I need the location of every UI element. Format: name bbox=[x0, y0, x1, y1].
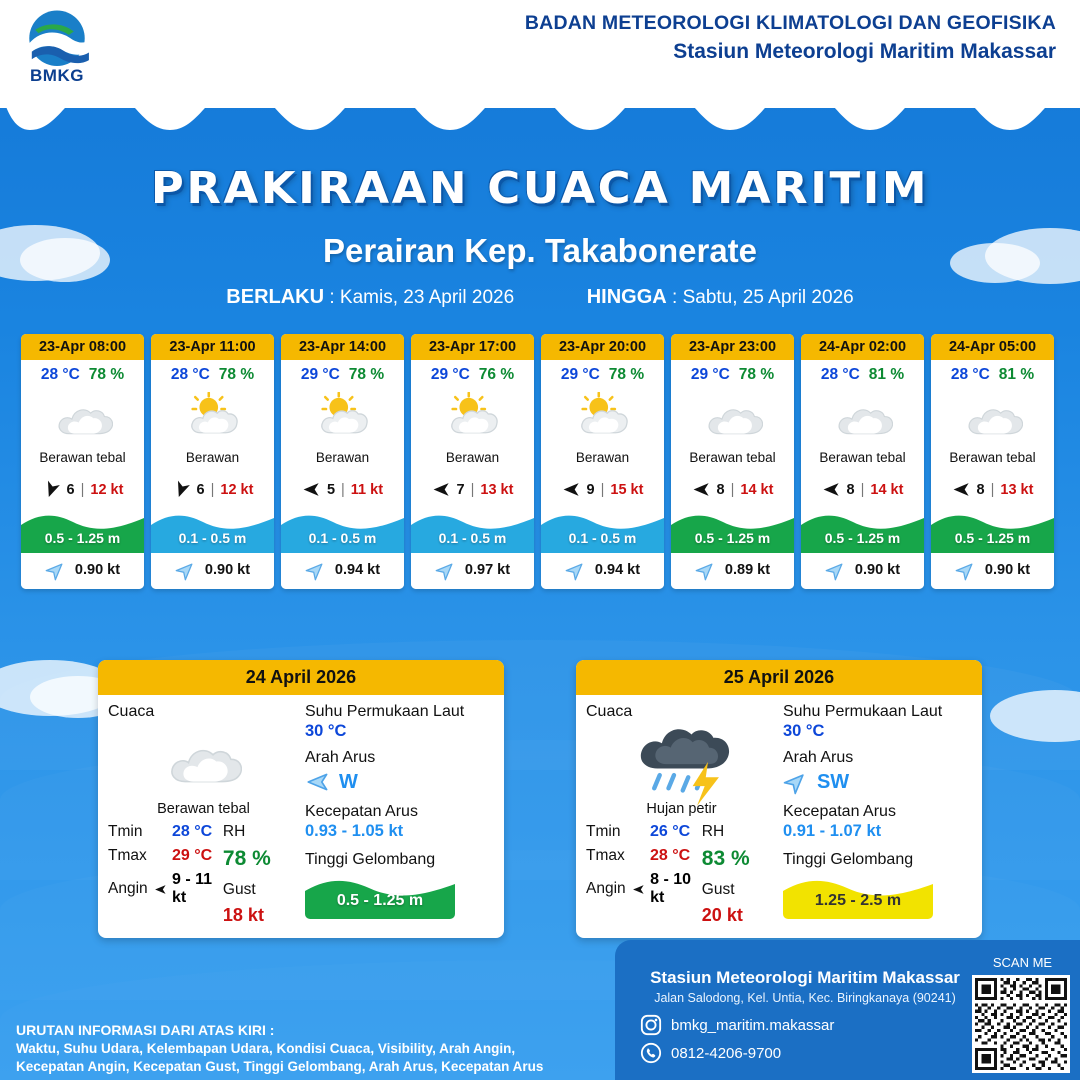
hourly-humidity: 76 % bbox=[478, 366, 515, 383]
hourly-forecast-card bbox=[801, 334, 924, 589]
daily-date-label: 24 April 2026 bbox=[98, 660, 504, 695]
cloudy-icon bbox=[833, 394, 893, 441]
hourly-gust: 14 kt bbox=[870, 481, 904, 498]
daily-current-speed-label: Kecepatan Arus bbox=[304, 803, 418, 820]
cloudy-icon bbox=[963, 394, 1023, 441]
hourly-weather-icon-wrap bbox=[281, 386, 404, 448]
legend-note-line2: Kecepatan Angin, Kecepatan Gust, Tinggi Gelombang, Arah Arus, Kecepatan Arus bbox=[16, 1059, 544, 1075]
daily-sst-value: 30 °C bbox=[304, 722, 347, 740]
phone-icon bbox=[640, 1042, 662, 1064]
hourly-wind-speed: 8 bbox=[846, 481, 855, 498]
daily-rh-value: 78 % bbox=[222, 847, 271, 870]
hourly-current-speed: 0.90 kt bbox=[984, 562, 1031, 578]
hourly-time-label: 23-Apr 17:00 bbox=[411, 334, 534, 360]
daily-angin-label: Angin bbox=[586, 880, 626, 897]
daily-tmax-value: 28 °C bbox=[650, 847, 691, 864]
daily-forecast-row bbox=[0, 660, 1080, 938]
footer-phone-row[interactable] bbox=[640, 1042, 781, 1064]
daily-angin-value: 9 - 11 kt bbox=[172, 871, 213, 906]
partly-cloudy-icon bbox=[573, 392, 633, 441]
hourly-current-row bbox=[801, 553, 924, 589]
hourly-time-label: 23-Apr 14:00 bbox=[281, 334, 404, 360]
cloudy-icon bbox=[53, 394, 113, 441]
hourly-temp-humidity bbox=[21, 360, 144, 386]
legend-note bbox=[16, 1022, 543, 1076]
daily-tmax-value: 29 °C bbox=[172, 847, 213, 864]
validity-from-label: BERLAKU bbox=[226, 286, 325, 308]
daily-forecast-card bbox=[98, 660, 504, 938]
hourly-condition-text: Berawan tebal bbox=[819, 450, 906, 465]
hourly-wind-speed: 5 bbox=[326, 481, 336, 498]
validity-range bbox=[0, 286, 1080, 309]
wind-direction-arrow-icon bbox=[822, 480, 841, 499]
current-direction-arrow-icon bbox=[170, 554, 201, 585]
daily-tmin-value: 28 °C bbox=[172, 823, 213, 840]
daily-tmin-label: Tmin bbox=[108, 823, 143, 840]
hourly-wave-band bbox=[671, 509, 794, 553]
hourly-temp-humidity bbox=[931, 360, 1054, 386]
hourly-weather-icon-wrap bbox=[931, 386, 1054, 448]
qr-code-image bbox=[975, 978, 1067, 1070]
hourly-condition-text: Berawan tebal bbox=[39, 450, 126, 465]
hourly-wind-row: 8 | 13 kt bbox=[931, 468, 1054, 509]
partly-cloudy-icon bbox=[183, 392, 243, 441]
hourly-forecast-card bbox=[281, 334, 404, 589]
daily-tmax-label: Tmax bbox=[586, 847, 625, 864]
hourly-condition-text: Berawan tebal bbox=[689, 450, 776, 465]
hourly-current-row bbox=[541, 553, 664, 589]
hourly-wind-speed: 6 bbox=[196, 481, 205, 498]
validity-to-label: HINGGA bbox=[586, 286, 667, 308]
current-direction-arrow-icon bbox=[40, 554, 71, 585]
wind-direction-arrow-icon bbox=[151, 882, 170, 895]
hourly-wind-row: 7 | 13 kt bbox=[411, 468, 534, 509]
legend-note-title: URUTAN INFORMASI DARI ATAS KIRI : bbox=[16, 1022, 275, 1038]
hourly-humidity: 78 % bbox=[88, 366, 125, 383]
daily-condition-text: Hujan petir bbox=[646, 801, 717, 817]
hourly-weather-icon-wrap bbox=[411, 386, 534, 448]
hourly-current-speed: 0.90 kt bbox=[854, 562, 901, 578]
daily-wave-value: 1.25 - 2.5 m bbox=[814, 892, 902, 909]
daily-forecast-card bbox=[576, 660, 982, 938]
validity-from-value: : Kamis, 23 April 2026 bbox=[329, 287, 515, 308]
footer-instagram-row[interactable] bbox=[640, 1014, 834, 1036]
daily-rh-value: 83 % bbox=[701, 847, 750, 870]
daily-tmax-label: Tmax bbox=[108, 847, 147, 864]
daily-rh-label: RH bbox=[701, 823, 725, 840]
hourly-temperature: 29 °C bbox=[690, 366, 730, 383]
hourly-current-row bbox=[671, 553, 794, 589]
daily-condition-text: Berawan tebal bbox=[157, 801, 250, 817]
hourly-gust: 13 kt bbox=[480, 481, 514, 498]
daily-date-label: 25 April 2026 bbox=[576, 660, 982, 695]
hourly-time-label: 23-Apr 11:00 bbox=[151, 334, 274, 360]
wind-direction-arrow-icon bbox=[169, 477, 193, 501]
hourly-forecast-card bbox=[411, 334, 534, 589]
hourly-humidity: 81 % bbox=[998, 366, 1035, 383]
current-direction-arrow-icon bbox=[300, 554, 331, 585]
footer-address: Jalan Salodong, Kel. Untia, Kec. Biringkanaya (90241) bbox=[654, 991, 956, 1005]
instagram-icon bbox=[640, 1014, 662, 1036]
daily-wave-chip bbox=[305, 875, 455, 919]
hourly-forecast-card bbox=[931, 334, 1054, 589]
wind-direction-arrow-icon bbox=[562, 480, 581, 499]
daily-angin-value: 8 - 10 kt bbox=[650, 871, 692, 906]
hourly-wind-row: 6 | 12 kt bbox=[151, 468, 274, 509]
hourly-wind-speed: 7 bbox=[456, 481, 465, 498]
hourly-temp-humidity bbox=[411, 360, 534, 386]
hourly-forecast-card bbox=[671, 334, 794, 589]
hourly-wave-height: 0.5 - 1.25 m bbox=[694, 530, 771, 546]
hourly-gust: 15 kt bbox=[610, 481, 644, 498]
daily-gust-label: Gust bbox=[701, 881, 735, 898]
daily-current-speed-label: Kecepatan Arus bbox=[782, 803, 896, 820]
hourly-wind-speed: 8 bbox=[976, 481, 985, 498]
hourly-temp-humidity bbox=[151, 360, 274, 386]
scan-me-label: SCAN ME bbox=[992, 955, 1053, 970]
daily-angin-label: Angin bbox=[108, 880, 148, 897]
hourly-wave-height: 0.5 - 1.25 m bbox=[44, 530, 121, 546]
hourly-temp-humidity bbox=[281, 360, 404, 386]
hourly-current-row bbox=[411, 553, 534, 589]
thunderstorm-icon bbox=[629, 711, 734, 809]
hourly-wave-height: 0.1 - 0.5 m bbox=[178, 530, 247, 546]
daily-rh-label: RH bbox=[222, 823, 246, 840]
hourly-forecast-card bbox=[21, 334, 144, 589]
daily-gust-label: Gust bbox=[222, 881, 256, 898]
hourly-current-speed: 0.97 kt bbox=[464, 562, 511, 578]
instagram-handle: bmkg_maritim.makassar bbox=[671, 1016, 835, 1034]
hourly-gust: 11 kt bbox=[350, 481, 384, 498]
wind-direction-arrow-icon bbox=[952, 480, 971, 499]
page-title: PRAKIRAAN CUACA MARITIM bbox=[150, 163, 930, 214]
hourly-wave-band bbox=[931, 509, 1054, 553]
qr-code[interactable] bbox=[972, 975, 1070, 1073]
partly-cloudy-icon bbox=[443, 392, 503, 441]
hourly-forecast-card bbox=[541, 334, 664, 589]
hourly-wave-band bbox=[21, 509, 144, 553]
daily-cuaca-label: Cuaca bbox=[586, 703, 633, 720]
agency-name: BADAN METEOROLOGI KLIMATOLOGI DAN GEOFISIKA bbox=[524, 12, 1056, 34]
validity-to-value: : Sabtu, 25 April 2026 bbox=[672, 287, 854, 308]
hourly-wave-height: 0.1 - 0.5 m bbox=[568, 530, 637, 546]
hourly-humidity: 78 % bbox=[348, 366, 385, 383]
hourly-wave-height: 0.1 - 0.5 m bbox=[438, 530, 507, 546]
hourly-wind-speed: 9 bbox=[586, 481, 595, 498]
hourly-humidity: 78 % bbox=[608, 366, 645, 383]
hourly-time-label: 23-Apr 08:00 bbox=[21, 334, 144, 360]
hourly-gust: 14 kt bbox=[740, 481, 774, 498]
hourly-wave-band bbox=[151, 509, 274, 553]
hourly-wind-row: 8 | 14 kt bbox=[671, 468, 794, 509]
hourly-current-row bbox=[931, 553, 1054, 589]
hourly-current-row bbox=[151, 553, 274, 589]
hourly-current-speed: 0.90 kt bbox=[74, 562, 121, 578]
hourly-wave-band bbox=[541, 509, 664, 553]
hourly-current-speed: 0.90 kt bbox=[204, 562, 251, 578]
hourly-humidity: 81 % bbox=[868, 366, 905, 383]
hourly-time-label: 24-Apr 05:00 bbox=[931, 334, 1054, 360]
hourly-condition-text: Berawan tebal bbox=[949, 450, 1036, 465]
current-direction-arrow-icon bbox=[778, 764, 815, 801]
hourly-wind-row: 5 | 11 kt bbox=[281, 468, 404, 509]
partly-cloudy-icon bbox=[313, 392, 373, 441]
hourly-forecast-strip bbox=[21, 334, 1061, 589]
hourly-condition-text: Berawan bbox=[315, 450, 370, 465]
wind-direction-arrow-icon bbox=[432, 480, 451, 499]
hourly-gust: 12 kt bbox=[90, 481, 124, 498]
phone-number: 0812-4206-9700 bbox=[671, 1044, 782, 1062]
hourly-temperature: 29 °C bbox=[430, 366, 470, 383]
hourly-humidity: 78 % bbox=[738, 366, 775, 383]
daily-tmin-value: 26 °C bbox=[650, 823, 691, 840]
hourly-forecast-card bbox=[151, 334, 274, 589]
hourly-condition-text: Berawan bbox=[445, 450, 500, 465]
hourly-gust: 12 kt bbox=[220, 481, 254, 498]
hourly-temp-humidity bbox=[671, 360, 794, 386]
cloudy-icon bbox=[164, 730, 242, 791]
current-direction-arrow-icon bbox=[950, 554, 981, 585]
page-subtitle: Perairan Kep. Takabonerate bbox=[322, 232, 758, 269]
hourly-gust: 13 kt bbox=[1000, 481, 1034, 498]
hourly-weather-icon-wrap bbox=[151, 386, 274, 448]
current-direction-arrow-icon bbox=[305, 769, 331, 795]
daily-current-dir-value: SW bbox=[816, 770, 850, 793]
header-title-block bbox=[525, 12, 1056, 64]
hourly-time-label: 24-Apr 02:00 bbox=[801, 334, 924, 360]
hourly-time-label: 23-Apr 20:00 bbox=[541, 334, 664, 360]
hourly-condition-text: Berawan bbox=[185, 450, 240, 465]
hourly-temperature: 28 °C bbox=[40, 366, 80, 383]
wind-direction-arrow-icon bbox=[39, 477, 63, 501]
hourly-weather-icon-wrap bbox=[541, 386, 664, 448]
hourly-temperature: 28 °C bbox=[820, 366, 860, 383]
hourly-condition-text: Berawan bbox=[575, 450, 630, 465]
hourly-wave-band bbox=[801, 509, 924, 553]
hourly-temperature: 28 °C bbox=[170, 366, 210, 383]
hourly-time-label: 23-Apr 23:00 bbox=[671, 334, 794, 360]
logo-text: BMKG bbox=[30, 66, 84, 85]
hourly-current-speed: 0.94 kt bbox=[594, 562, 641, 578]
hourly-weather-icon-wrap bbox=[21, 386, 144, 448]
daily-cuaca-label: Cuaca bbox=[108, 703, 155, 720]
current-direction-arrow-icon bbox=[820, 554, 851, 585]
hourly-wind-row: 8 | 14 kt bbox=[801, 468, 924, 509]
hourly-wind-speed: 8 bbox=[716, 481, 725, 498]
hourly-wave-height: 0.5 - 1.25 m bbox=[824, 530, 901, 546]
hourly-wind-row: 9 | 15 kt bbox=[541, 468, 664, 509]
daily-weather-icon-wrap bbox=[586, 721, 777, 799]
footer-office-name: Stasiun Meteorologi Maritim Makassar bbox=[650, 968, 960, 987]
daily-gust-value: 18 kt bbox=[222, 905, 264, 925]
hourly-current-row bbox=[281, 553, 404, 589]
daily-sst-label: Suhu Permukaan Laut bbox=[782, 703, 943, 720]
current-direction-arrow-icon bbox=[690, 554, 721, 585]
hourly-temperature: 29 °C bbox=[560, 366, 600, 383]
current-direction-arrow-icon bbox=[430, 554, 461, 585]
daily-wave-label: Tinggi Gelombang bbox=[304, 851, 436, 868]
daily-tmin-label: Tmin bbox=[586, 823, 621, 840]
wind-direction-arrow-icon bbox=[629, 882, 648, 895]
daily-wave-chip bbox=[783, 875, 933, 919]
daily-sst-label: Suhu Permukaan Laut bbox=[304, 703, 465, 720]
daily-wave-label: Tinggi Gelombang bbox=[782, 851, 914, 868]
wind-direction-arrow-icon bbox=[692, 480, 711, 499]
daily-current-dir-value-row bbox=[783, 769, 972, 795]
hourly-wave-height: 0.5 - 1.25 m bbox=[954, 530, 1031, 546]
hourly-current-row bbox=[21, 553, 144, 589]
hourly-temp-humidity bbox=[541, 360, 664, 386]
daily-current-speed-value: 0.93 - 1.05 kt bbox=[304, 822, 404, 840]
station-name: Stasiun Meteorologi Maritim Makassar bbox=[673, 40, 1056, 63]
hourly-wave-height: 0.1 - 0.5 m bbox=[308, 530, 377, 546]
cloudy-icon bbox=[703, 394, 763, 441]
daily-current-dir-value-row bbox=[305, 769, 494, 795]
hourly-weather-icon-wrap bbox=[671, 386, 794, 448]
daily-current-dir-label: Arah Arus bbox=[782, 749, 854, 766]
daily-current-dir-label: Arah Arus bbox=[304, 749, 376, 766]
hourly-wave-band bbox=[281, 509, 404, 553]
hourly-current-speed: 0.89 kt bbox=[724, 562, 771, 578]
hourly-wind-row: 6 | 12 kt bbox=[21, 468, 144, 509]
daily-current-speed-value: 0.91 - 1.07 kt bbox=[782, 822, 882, 840]
hourly-temperature: 29 °C bbox=[300, 366, 340, 383]
daily-wave-value: 0.5 - 1.25 m bbox=[336, 892, 424, 909]
hourly-weather-icon-wrap bbox=[801, 386, 924, 448]
hourly-temperature: 28 °C bbox=[950, 366, 990, 383]
daily-gust-value: 20 kt bbox=[701, 905, 743, 925]
daily-weather-icon-wrap bbox=[108, 721, 299, 799]
hourly-temp-humidity bbox=[801, 360, 924, 386]
current-direction-arrow-icon bbox=[560, 554, 591, 585]
hourly-wind-speed: 6 bbox=[66, 481, 75, 498]
wind-direction-arrow-icon bbox=[302, 480, 321, 499]
hourly-current-speed: 0.94 kt bbox=[334, 562, 381, 578]
legend-note-line1: Waktu, Suhu Udara, Kelembapan Udara, Kondisi Cuaca, Visibility, Arah Angin, bbox=[16, 1041, 516, 1056]
daily-sst-value: 30 °C bbox=[782, 722, 825, 740]
hourly-humidity: 78 % bbox=[218, 366, 255, 383]
hourly-wave-band bbox=[411, 509, 534, 553]
daily-current-dir-value: W bbox=[338, 770, 358, 793]
